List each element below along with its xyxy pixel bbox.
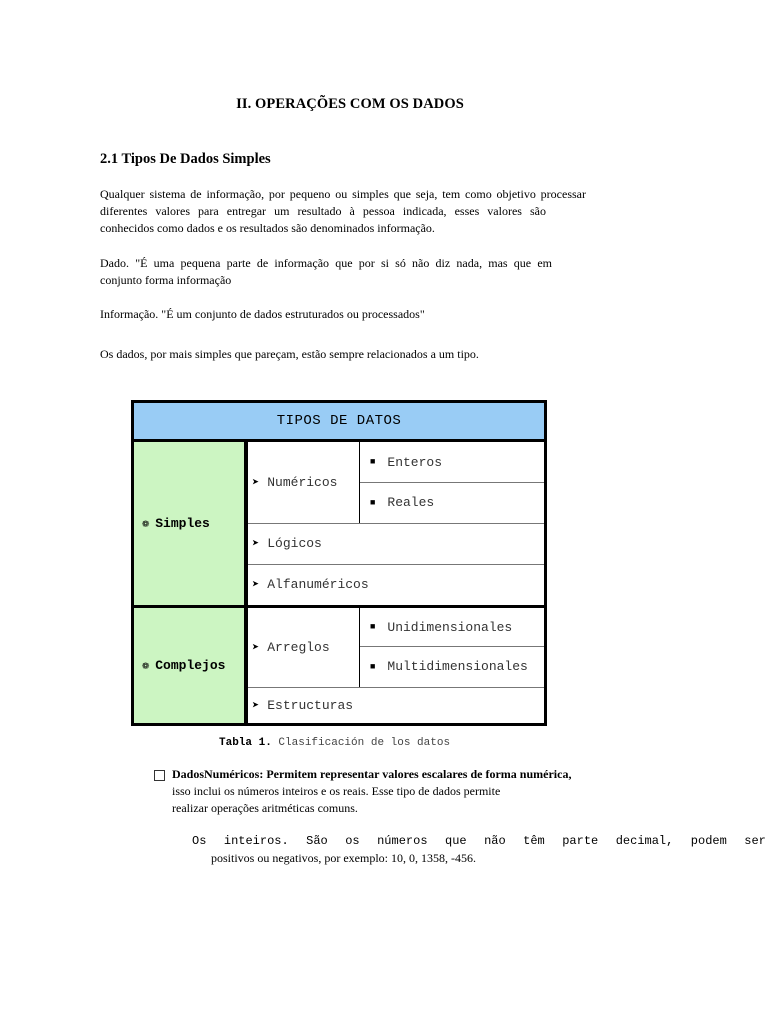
table-cell	[246, 687, 544, 723]
table-cell	[246, 442, 360, 523]
bullet-heading: DadosNuméricos: Permitem representar valores escalares de forma numérica,	[172, 767, 572, 781]
arrow-bullet-icon: ➤	[252, 698, 260, 713]
mouse-icon: ❁	[142, 517, 150, 531]
column-divider	[246, 442, 248, 723]
paragraph-informacao	[100, 306, 586, 323]
group-simples	[134, 442, 246, 605]
table-cell	[246, 608, 360, 687]
square-bullet-icon: ■	[370, 497, 376, 508]
paragraph-tipos	[100, 346, 586, 363]
subitem-label: Unidimensionales	[387, 619, 513, 635]
checkbox-bullet-icon	[154, 770, 165, 781]
item-label: Numéricos	[267, 475, 338, 490]
paragraph-intro	[100, 186, 586, 237]
subitem-label: Multidimensionales	[387, 659, 528, 674]
word: números	[377, 834, 428, 848]
data-types-table	[131, 400, 547, 726]
subitem-label: Enteros	[387, 454, 443, 470]
word: ser	[744, 834, 766, 848]
square-bullet-icon: ■	[370, 457, 376, 467]
paragraph-line: Qualquer sistema de informação, por pequeno ou simples que seja, tem como objetivo processar	[100, 187, 586, 201]
item-label: Lógicos	[267, 536, 322, 551]
paragraph-line: Dado. "É uma pequena parte de informação que por si só não diz nada, mas que em	[100, 256, 552, 270]
square-bullet-icon: ■	[370, 622, 376, 632]
page-title: II. OPERAÇÕES COM OS DADOS	[236, 96, 464, 112]
group-label: Complejos	[155, 658, 226, 673]
caption-label: Tabla 1.	[219, 737, 272, 749]
paragraph-line: Informação. "É um conjunto de dados estruturados ou processados"	[100, 307, 425, 321]
word: têm	[523, 834, 545, 848]
row-divider	[248, 523, 544, 524]
row-divider	[360, 646, 544, 647]
arrow-bullet-icon: ➤	[252, 537, 260, 551]
column-divider	[359, 608, 360, 687]
row-divider	[360, 482, 544, 483]
row-divider	[248, 687, 544, 688]
item-label: Alfanuméricos	[267, 577, 369, 592]
table-cell	[360, 482, 544, 523]
arrow-bullet-icon: ➤	[252, 641, 260, 655]
arrow-bullet-icon: ➤	[252, 578, 260, 592]
square-bullet-icon: ■	[370, 661, 376, 672]
word: parte	[562, 834, 599, 848]
row-divider	[248, 564, 544, 565]
table-cell	[246, 564, 544, 605]
word: inteiros.	[223, 834, 289, 848]
word: Os	[192, 834, 207, 848]
table-header: TIPOS DE DATOS	[134, 403, 544, 442]
table-cell	[360, 646, 544, 687]
word: decimal,	[615, 834, 674, 848]
table-cell	[360, 442, 544, 482]
word: podem	[690, 834, 727, 848]
integers-definition	[192, 834, 766, 848]
paragraph-line: conjunto forma informação	[100, 273, 232, 287]
mouse-icon: ❁	[142, 659, 150, 673]
word: os	[345, 834, 360, 848]
item-label: Arreglos	[267, 640, 330, 655]
group-complejos	[134, 608, 246, 723]
paragraph-line: diferentes valores para entregar um resultado à pessoa indicada, esses valores são	[100, 204, 546, 218]
word: não	[484, 834, 506, 848]
integers-examples: positivos ou negativos, por exemplo: 10, 0, 1358, -456.	[211, 851, 476, 865]
caption-text: Clasificación de los datos	[278, 737, 451, 749]
bullet-numeric-data	[172, 766, 571, 817]
table-cell	[360, 608, 544, 646]
table-cell	[246, 523, 544, 564]
table-caption	[219, 737, 450, 749]
section-title: 2.1 Tipos De Dados Simples	[100, 151, 271, 167]
group-label: Simples	[155, 516, 210, 531]
paragraph-line: conhecidos como dados e os resultados são denominados informação.	[100, 221, 435, 235]
paragraph-line: Os dados, por mais simples que pareçam, estão sempre relacionados a um tipo.	[100, 347, 479, 361]
item-label: Estructuras	[267, 697, 354, 713]
subitem-label: Reales	[387, 495, 435, 510]
paragraph-dado	[100, 255, 586, 289]
word: São	[306, 834, 328, 848]
group-divider	[134, 605, 544, 608]
bullet-line: realizar operações aritméticas comuns.	[172, 801, 358, 815]
arrow-bullet-icon: ➤	[252, 476, 260, 490]
word: que	[445, 834, 467, 848]
bullet-line: isso inclui os números inteiros e os reais. Esse tipo de dados permite	[172, 784, 501, 798]
